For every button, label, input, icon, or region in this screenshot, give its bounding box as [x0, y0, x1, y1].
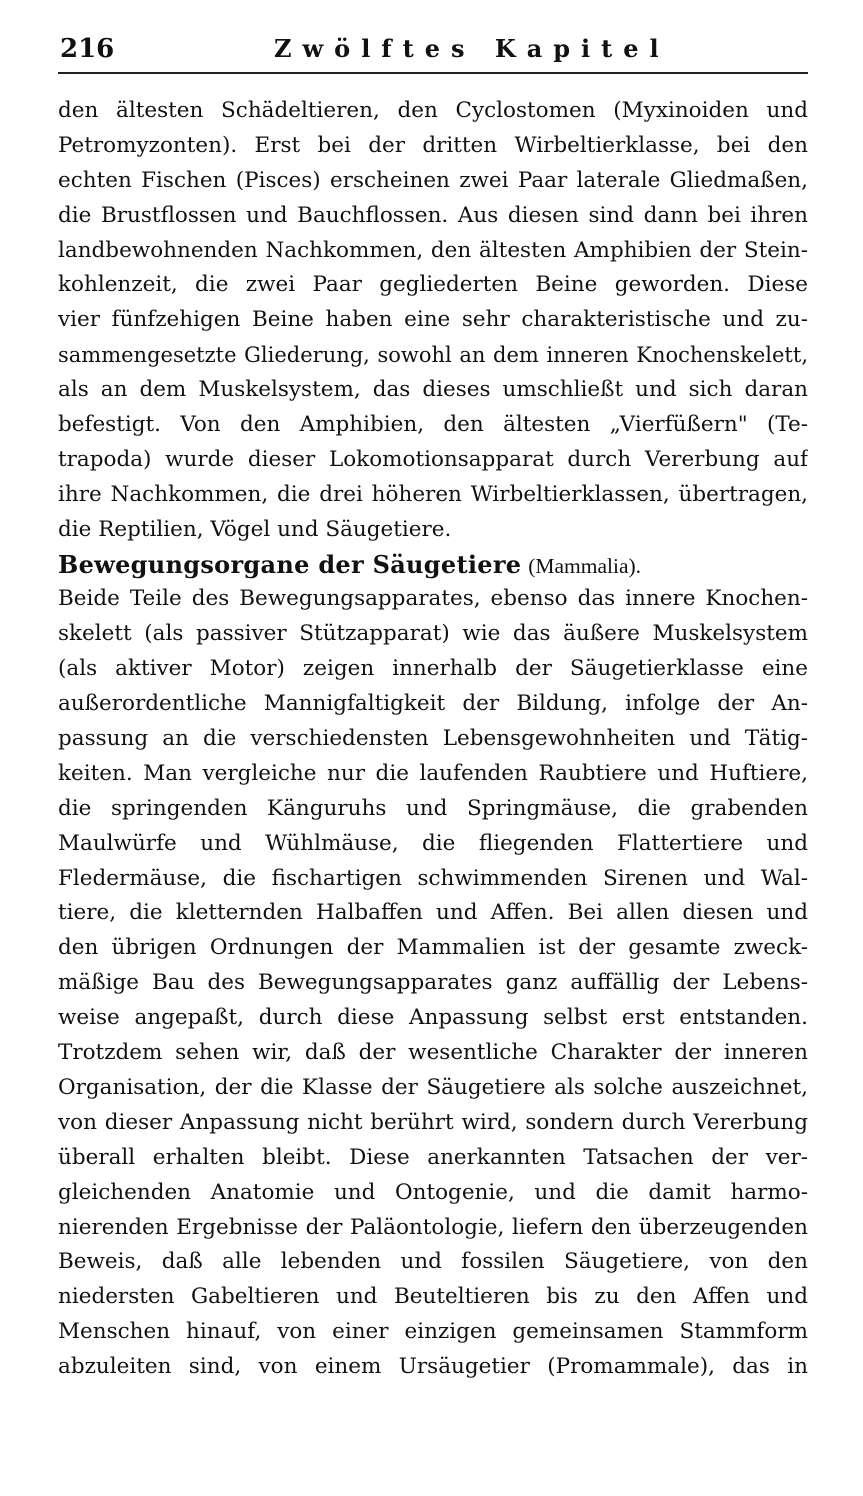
- text-line: nierenden Ergebnisse der Paläontologie, liefern den überzeugenden: [58, 1214, 808, 1240]
- text-line: vier fünfzehigen Beine haben eine sehr charakteristische und zu-: [58, 307, 808, 333]
- text-line: abzuleiten sind, von einem Ursäugetier (Promammale), das in: [58, 1354, 808, 1380]
- text-line: mäßige Bau des Bewegungsapparates ganz auffällig der Lebens-: [58, 970, 808, 996]
- text-line: von dieser Anpassung nicht berührt wird, sondern durch Vererbung: [58, 1109, 808, 1135]
- text-line: gleichenden Anatomie und Ontogenie, und die damit harmo-: [58, 1179, 808, 1205]
- book-page: [58, 30, 808, 1470]
- text-line: (als aktiver Motor) zeigen innerhalb der Säugetierklasse eine: [58, 656, 808, 682]
- text-line: den übrigen Ordnungen der Mammalien ist der gesamte zweck-: [58, 935, 808, 961]
- text-line: Petromyzonten). Erst bei der dritten Wirbeltierklasse, bei den: [58, 132, 808, 158]
- text-line: Beide Teile des Bewegungsapparates, ebenso das innere Knochen-: [58, 586, 808, 612]
- text-line: Trotzdem sehen wir, daß der wesentliche Charakter der inneren: [58, 1040, 808, 1066]
- section-heading: [58, 548, 808, 583]
- running-title: Zwölftes Kapitel: [274, 34, 670, 63]
- text-line: Menschen hinauf, von einer einzigen gemeinsamen Stammform: [58, 1319, 808, 1345]
- text-line: als an dem Muskelsystem, das dieses umschließt und sich daran: [58, 377, 808, 403]
- text-line: ihre Nachkommen, die drei höheren Wirbeltierklassen, übertragen,: [58, 481, 808, 507]
- page-number: 216: [60, 34, 115, 64]
- text-line: tiere, die kletternden Halbaffen und Affen. Bei allen diesen und: [58, 900, 808, 926]
- section-heading-title: Bewegungsorgane der Säugetiere: [58, 549, 522, 579]
- text-line: Fledermäuse, die fischartigen schwimmenden Sirenen und Wal-: [58, 865, 808, 891]
- text-line: befestigt. Von den Amphibien, den ältesten „Vierfüßern" (Te-: [58, 412, 808, 438]
- text-line: trapoda) wurde dieser Lokomotionsapparat durch Vererbung auf: [58, 446, 808, 472]
- text-line: außerordentliche Mannigfaltigkeit der Bildung, infolge der An-: [58, 691, 808, 717]
- text-line: die Brustflossen und Bauchflossen. Aus diesen sind dann bei ihren: [58, 202, 808, 228]
- text-line: Maulwürfe und Wühlmäuse, die fliegenden Flattertiere und: [58, 830, 808, 856]
- text-line: Organisation, der die Klasse der Säugetiere als solche auszeichnet,: [58, 1074, 808, 1100]
- text-line: skelett (als passiver Stützapparat) wie das äußere Muskelsystem: [58, 621, 808, 647]
- text-line: sammengesetzte Gliederung, sowohl an dem inneren Knochenskelett,: [58, 343, 808, 368]
- page-body: [58, 94, 808, 1385]
- text-line: die springenden Känguruhs und Springmäuse, die grabenden: [58, 795, 808, 821]
- text-line: echten Fischen (Pisces) erscheinen zwei Paar laterale Gliedmaßen,: [58, 167, 808, 193]
- text-line: kohlenzeit, die zwei Paar gegliederten Beine geworden. Diese: [58, 272, 808, 298]
- text-line: landbewohnenden Nachkommen, den ältesten Amphibien der Stein-: [58, 237, 808, 263]
- text-line: niedersten Gabeltieren und Beuteltieren bis zu den Affen und: [58, 1284, 808, 1310]
- text-line: passung an die verschiedensten Lebensgewohnheiten und Tätig-: [58, 726, 808, 752]
- page-header: [58, 30, 808, 74]
- text-line: weise angepaßt, durch diese Anpassung selbst erst entstanden.: [58, 1005, 808, 1031]
- section-heading-latin: (Mammalia).: [528, 553, 642, 578]
- text-line: Beweis, daß alle lebenden und fossilen Säugetiere, von den: [58, 1249, 808, 1275]
- text-line: den ältesten Schädeltieren, den Cyclostomen (Myxinoiden und: [58, 98, 808, 123]
- text-line: keiten. Man vergleiche nur die laufenden Raubtiere und Huftiere,: [58, 760, 808, 786]
- text-line: überall erhalten bleibt. Diese anerkannten Tatsachen der ver-: [58, 1144, 808, 1170]
- text-line: die Reptilien, Vögel und Säugetiere.: [58, 516, 452, 542]
